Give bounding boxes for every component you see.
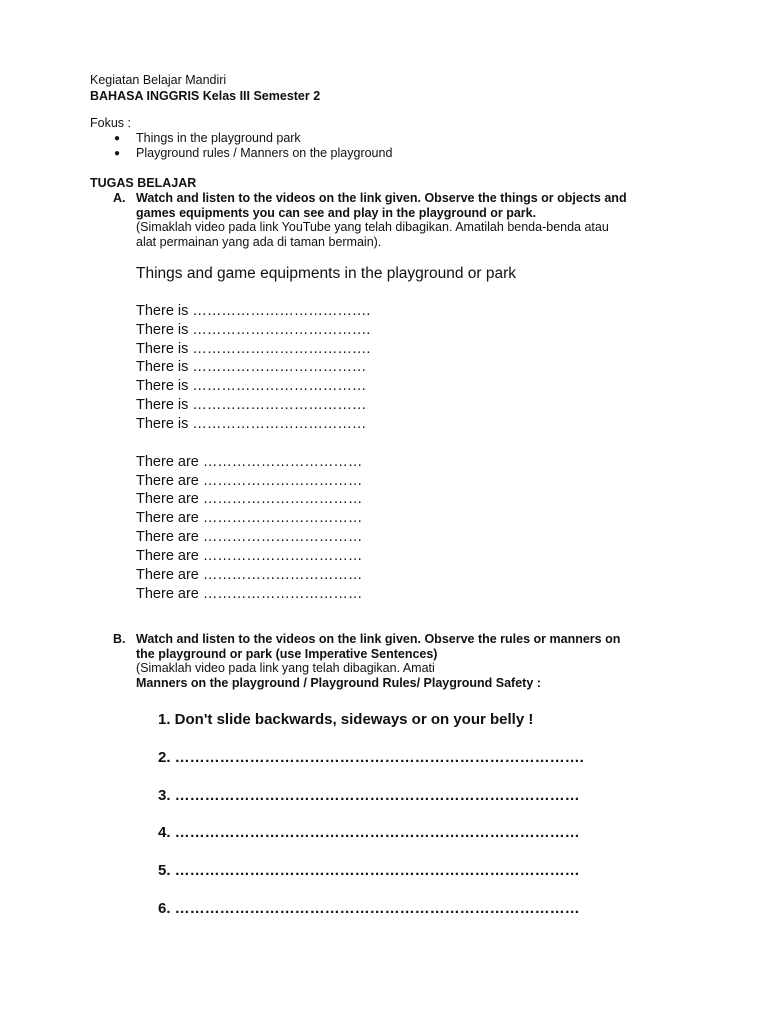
section-a-instruction: Watch and listen to the videos on the link given. Observe the things or objects and <box>136 191 627 205</box>
section-b-subtitle: Manners on the playground / Playground Rules/ Playground Safety : <box>136 676 541 690</box>
header-subject: BAHASA INGGRIS Kelas III Semester 2 <box>90 89 321 103</box>
there-are-line[interactable]: There are …………………………… <box>136 548 363 564</box>
there-are-line[interactable]: There are …………………………… <box>136 491 363 507</box>
section-a-marker: A. <box>113 191 126 205</box>
section-a-subtitle: Things and game equipments in the playground or park <box>136 265 516 282</box>
there-are-line[interactable]: There are …………………………… <box>136 586 363 602</box>
there-is-line[interactable]: There is ………………………………. <box>136 322 371 338</box>
rule-item: 1. Don't slide backwards, sideways or on your belly ! <box>158 711 534 728</box>
section-a-instruction: games equipments you can see and play in the playground or park. <box>136 206 537 220</box>
there-is-line[interactable]: There is ……………………………… <box>136 416 367 432</box>
section-b-marker: B. <box>113 632 126 646</box>
section-b-translation: (Simaklah video pada link yang telah dibagikan. Amati <box>136 661 435 675</box>
there-are-line[interactable]: There are …………………………… <box>136 529 363 545</box>
task-heading: TUGAS BELAJAR <box>90 176 197 190</box>
bullet-icon: ● <box>114 148 121 159</box>
there-are-line[interactable]: There are …………………………… <box>136 473 363 489</box>
rule-item[interactable]: 3. ……………………………………………………………………… <box>158 787 580 804</box>
there-is-line[interactable]: There is ……………………………… <box>136 397 367 413</box>
focus-item: Playground rules / Manners on the playground <box>136 146 393 160</box>
focus-item: Things in the playground park <box>136 131 301 145</box>
section-a-translation: alat permainan yang ada di taman bermain). <box>136 235 382 249</box>
rule-item[interactable]: 6. ……………………………………………………………………… <box>158 900 580 917</box>
rule-item[interactable]: 4. ……………………………………………………………………… <box>158 824 580 841</box>
section-b-instruction: the playground or park (use Imperative Sentences) <box>136 647 438 661</box>
rule-item[interactable]: 5. ……………………………………………………………………… <box>158 862 580 879</box>
there-is-line[interactable]: There is ………………………………. <box>136 341 371 357</box>
there-is-line[interactable]: There is ………………………………. <box>136 303 371 319</box>
bullet-icon: ● <box>114 133 121 144</box>
there-is-line[interactable]: There is ……………………………… <box>136 378 367 394</box>
focus-label: Fokus : <box>90 116 131 130</box>
header-title: Kegiatan Belajar Mandiri <box>90 73 227 87</box>
rule-item[interactable]: 2. ………………………………………………………………………. <box>158 749 584 766</box>
there-are-line[interactable]: There are …………………………… <box>136 567 363 583</box>
section-a-translation: (Simaklah video pada link YouTube yang telah dibagikan. Amatilah benda-benda atau <box>136 220 609 234</box>
there-are-line[interactable]: There are …………………………… <box>136 454 363 470</box>
there-are-line[interactable]: There are …………………………… <box>136 510 363 526</box>
there-is-line[interactable]: There is ……………………………… <box>136 359 367 375</box>
section-b-instruction: Watch and listen to the videos on the link given. Observe the rules or manners on <box>136 632 621 646</box>
